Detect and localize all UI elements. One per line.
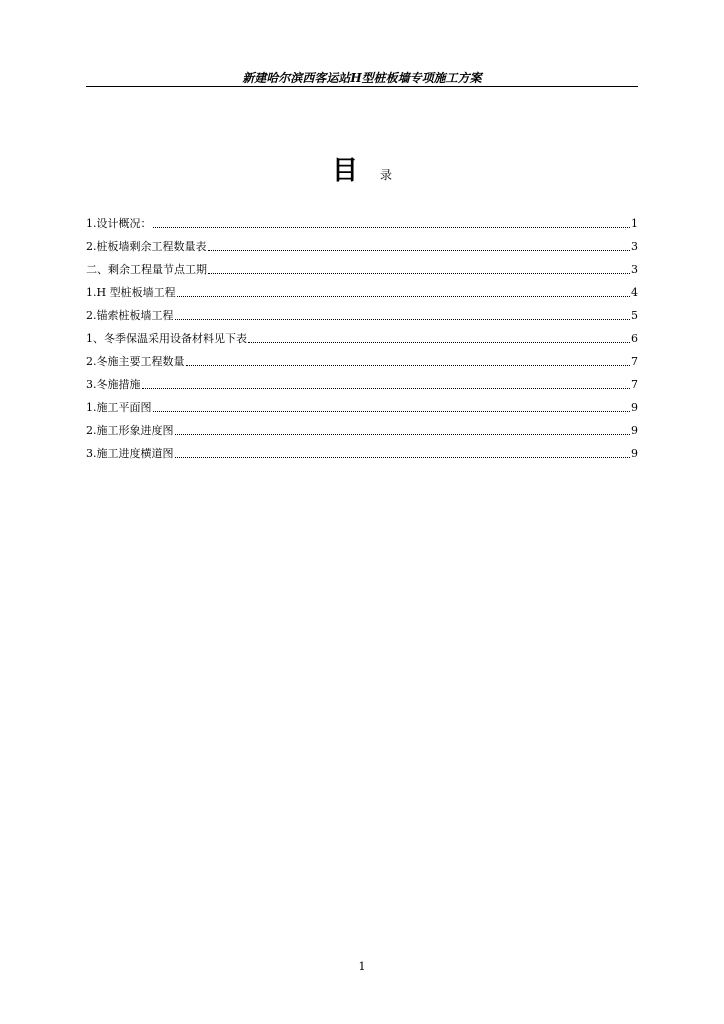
toc-entry-label: 3.施工进度横道图: [86, 447, 174, 460]
toc-leader-dots: [186, 365, 631, 366]
toc-entry[interactable]: [86, 254, 638, 277]
toc-entry-page: 5: [631, 309, 638, 322]
toc-entry[interactable]: [86, 208, 638, 231]
toc-entry[interactable]: [86, 277, 638, 300]
toc-leader-dots: [175, 319, 631, 320]
toc-entry-page: 3: [631, 263, 638, 276]
toc-entry-page: 9: [631, 401, 638, 414]
toc-entry-page: 4: [631, 286, 638, 299]
toc-entry-label: 1.设计概况：: [86, 217, 152, 230]
toc-entry[interactable]: [86, 415, 638, 438]
toc-leader-dots: [153, 411, 631, 412]
toc-entry[interactable]: [86, 323, 638, 346]
toc-entry[interactable]: [86, 231, 638, 254]
toc-entry-page: 6: [631, 332, 638, 345]
page-number: 1: [358, 960, 366, 973]
toc-heading-secondary: 录: [380, 168, 393, 182]
toc-leader-dots: [177, 296, 630, 297]
running-header: 新建哈尔滨西客运站H型桩板墙专项施工方案: [242, 71, 482, 85]
toc-entry-label: 二、剩余工程量节点工期: [86, 263, 207, 276]
toc-entry-label: 1、冬季保温采用设备材料见下表: [86, 332, 247, 345]
toc-entry[interactable]: [86, 438, 638, 461]
toc-entry-page: 9: [631, 424, 638, 437]
toc-entry-label: 2.施工形象进度图: [86, 424, 174, 437]
toc-heading-main: 目: [331, 156, 358, 186]
toc-leader-dots: [142, 388, 631, 389]
toc-leader-dots: [208, 273, 630, 274]
toc-leader-dots: [208, 250, 631, 251]
toc-entry-page: 1: [631, 217, 638, 230]
toc-entry[interactable]: [86, 369, 638, 392]
header-rule: [86, 86, 638, 87]
toc-entry-label: 1.施工平面图: [86, 401, 152, 414]
toc-entry-page: 3: [631, 240, 638, 253]
table-of-contents: [86, 208, 638, 461]
toc-entry-page: 7: [631, 378, 638, 391]
toc-entry-label: 2.桩板墙剩余工程数量表: [86, 240, 207, 253]
toc-leader-dots: [153, 227, 631, 228]
toc-heading: [0, 150, 724, 187]
toc-entry-label: 2.冬施主要工程数量: [86, 355, 185, 368]
toc-entry[interactable]: [86, 392, 638, 415]
toc-leader-dots: [248, 342, 630, 343]
toc-entry-label: 3.冬施措施: [86, 378, 141, 391]
toc-leader-dots: [175, 434, 631, 435]
toc-leader-dots: [175, 457, 631, 458]
toc-entry-page: 7: [631, 355, 638, 368]
toc-entry[interactable]: [86, 346, 638, 369]
toc-entry-label: 2.锚索桩板墙工程: [86, 309, 174, 322]
toc-entry-label: 1.H 型桩板墙工程: [86, 286, 176, 299]
toc-entry[interactable]: [86, 300, 638, 323]
toc-entry-page: 9: [631, 447, 638, 460]
